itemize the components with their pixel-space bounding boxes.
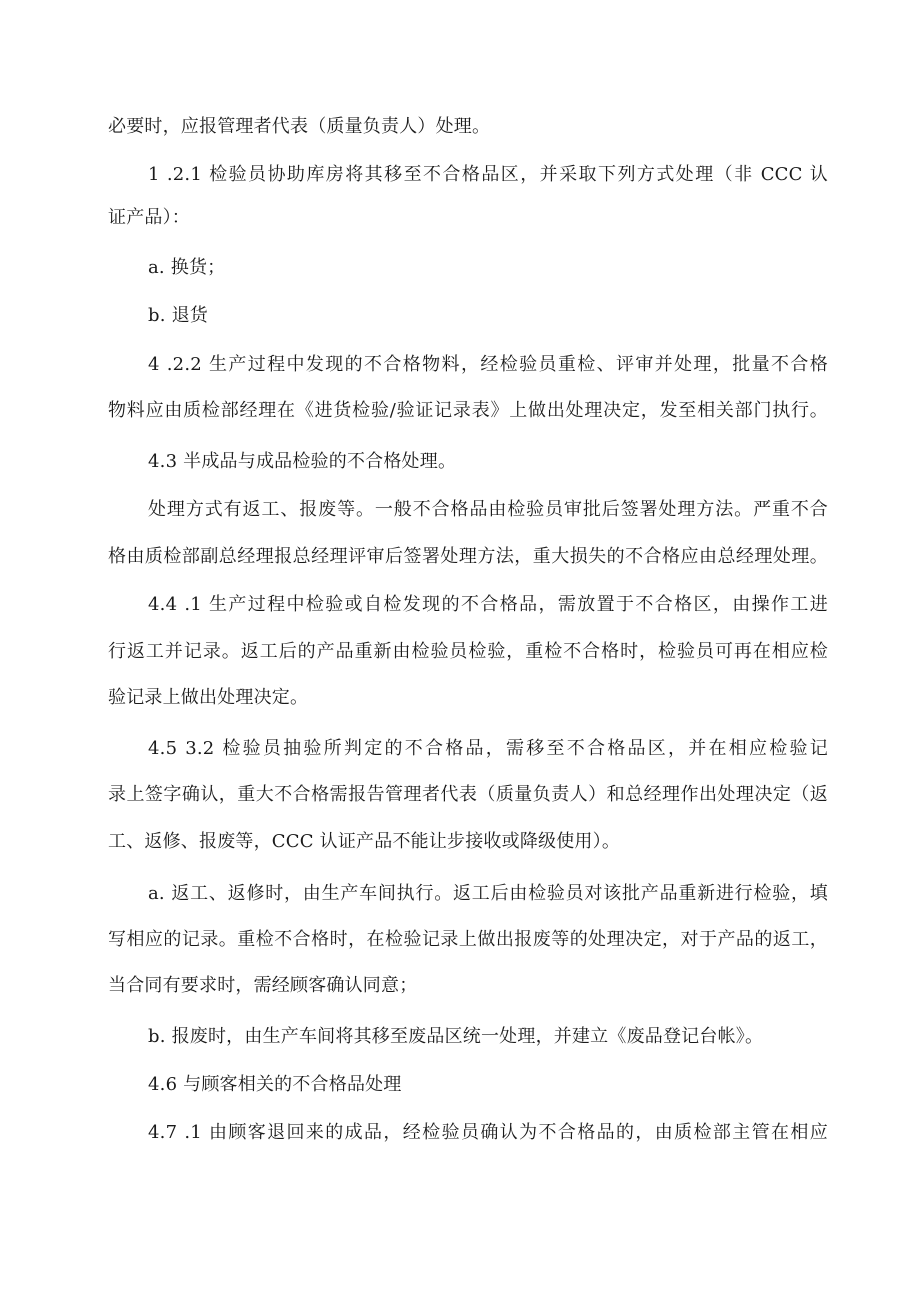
text-line: a. 换货； bbox=[148, 257, 226, 278]
text-line: 4 .2.2 生产过程中发现的不合格物料，经检验员重检、评审并处理，批量不合格 bbox=[148, 354, 828, 375]
text-line: 验记录上做出处理决定。 bbox=[108, 687, 309, 708]
text-line: 当合同有要求时，需经顾客确认同意； bbox=[108, 975, 418, 996]
text-line: 4.4 .1 生产过程中检验或自检发现的不合格品，需放置于不合格区，由操作工进 bbox=[148, 594, 828, 615]
text-line: 1 .2.1 检验员协助库房将其移至不合格品区，并采取下列方式处理（非 CCC 认 bbox=[148, 164, 828, 185]
text-line: 物料应由质检部经理在《进货检验/验证记录表》上做出处理决定，发至相关部门执行。 bbox=[108, 400, 828, 421]
text-line: b. 报废时，由生产车间将其移至废品区统一处理，并建立《废品登记台帐》。 bbox=[148, 1026, 764, 1047]
section-heading: 4.6 与顾客相关的不合格品处理 bbox=[148, 1074, 402, 1095]
text-line: 工、返修、报废等，CCC 认证产品不能让步接收或降级使用）。 bbox=[108, 831, 621, 852]
text-line: b. 退货 bbox=[148, 305, 208, 326]
text-line: 写相应的记录。重检不合格时，在检验记录上做出报废等的处理决定，对于产品的返工， bbox=[108, 929, 828, 950]
text-line: 必要时，应报管理者代表（质量负责人）处理。 bbox=[108, 116, 491, 137]
text-line: 4.5 3.2 检验员抽验所判定的不合格品，需移至不合格品区，并在相应检验记 bbox=[148, 738, 828, 759]
text-line: a. 返工、返修时，由生产车间执行。返工后由检验员对该批产品重新进行检验，填 bbox=[148, 883, 828, 904]
text-line: 4.7 .1 由顾客退回来的成品，经检验员确认为不合格品的，由质检部主管在相应 bbox=[148, 1122, 828, 1143]
text-line: 录上签字确认，重大不合格需报告管理者代表（质量负责人）和总经理作出处理决定（返 bbox=[108, 784, 828, 805]
section-heading: 4.3 半成品与成品检验的不合格处理。 bbox=[148, 451, 457, 472]
text-line: 证产品）： bbox=[108, 207, 190, 228]
text-line: 格由质检部副总经理报总经理评审后签署处理方法，重大损失的不合格应由总经理处理。 bbox=[108, 546, 828, 567]
text-line: 行返工并记录。返工后的产品重新由检验员检验，重检不合格时，检验员可再在相应检 bbox=[108, 641, 828, 662]
text-line: 处理方式有返工、报废等。一般不合格品由检验员审批后签署处理方法。严重不合 bbox=[148, 499, 828, 520]
